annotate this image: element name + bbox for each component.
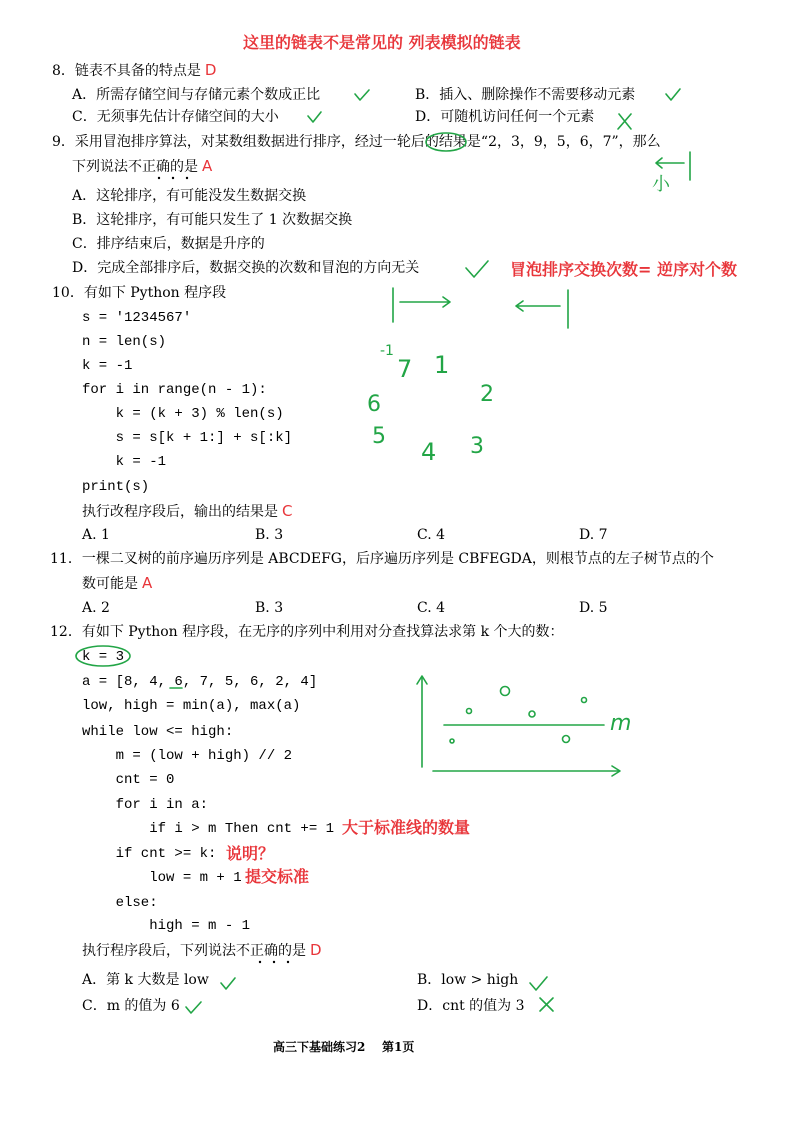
q10-after-text: 执行改程序段后，输出的结果是 xyxy=(82,504,278,520)
q8-option-d: D．可随机访问任何一个元素 xyxy=(415,109,595,125)
q10-hand-digit: 2 xyxy=(480,382,494,407)
q11-stem-line1: 11．一棵二叉树的前序遍历序列是 ABCDEFG，后序遍历序列是 CBFEGDA，则根节点的左子树节点的个 xyxy=(50,551,714,567)
q10-option-d: D. 7 xyxy=(579,527,608,543)
q9-option-c: C．排序结束后，数据是升序的 xyxy=(72,236,265,252)
page-title-annotation: 这里的链表不是常见的 列表模拟的链表 xyxy=(243,33,521,52)
q12-code-line-12: high = m - 1 xyxy=(82,918,251,934)
q10-hand-digit: 6 xyxy=(367,392,381,417)
q10-answer: C xyxy=(282,502,293,520)
q10-code-line-3: k = -1 xyxy=(82,358,133,374)
q12-option-b: B．low > high xyxy=(417,972,519,988)
q10-hand-digit: 4 xyxy=(421,438,437,466)
q12-code-line-2: a = [8, 4, 6, 7, 5, 6, 2, 4] xyxy=(82,674,318,690)
q12-code-line-4: while low <= high: xyxy=(82,724,234,740)
q10-code-line-2: n = len(s) xyxy=(82,334,167,350)
q8-option-c: C．无须事先估计存储空间的大小 xyxy=(72,109,279,125)
q12-note-explain: 说明？ xyxy=(226,844,275,863)
q9-bubble-note: 冒泡排序交换次数= 逆序对个数 xyxy=(510,260,737,279)
q10-hand-digit: 3 xyxy=(470,434,484,459)
q10-hand-digit: 5 xyxy=(372,424,386,449)
q8-option-b: B．插入、删除操作不需要移动元素 xyxy=(415,87,636,103)
q12-code-line-9: if cnt >= k: xyxy=(82,846,217,862)
page-footer: 高三下基础练习2 第1页 xyxy=(273,1040,415,1054)
q9-stem-line2-text: 下列说法不正确的是 xyxy=(72,159,198,175)
q10-hand-digit: 1 xyxy=(434,351,450,379)
q12-note-submit: 提交标准 xyxy=(245,867,310,886)
q12-code-line-6: cnt = 0 xyxy=(82,772,175,788)
q12-option-a: A．第 k 大数是 low xyxy=(82,972,209,988)
q10-code-line-1: s = '1234567' xyxy=(82,310,192,326)
q12-code-line-3: low, high = min(a), max(a) xyxy=(82,698,301,714)
q10-hand-digit: -1 xyxy=(380,343,394,359)
q10-code-line-6: s = s[k + 1:] + s[:k] xyxy=(82,430,293,446)
q10-option-a: A. 1 xyxy=(82,527,110,543)
q8-option-a: A．所需存储空间与存储元素个数成正比 xyxy=(72,87,321,103)
q10-code-line-5: k = (k + 3) % len(s) xyxy=(82,406,284,422)
q11-option-d: D. 5 xyxy=(579,600,608,616)
q12-code-line-8: if i > m Then cnt += 1 xyxy=(82,821,335,837)
q9-option-b: B．这轮排序，有可能只发生了 1 次数据交换 xyxy=(72,212,353,228)
q12-stem: 12．有如下 Python 程序段，在无序的序列中利用对分查找算法求第 k 个大的数： xyxy=(50,624,564,640)
q10-stem: 10．有如下 Python 程序段 xyxy=(52,285,227,301)
q12-code-line-7: for i in a: xyxy=(82,797,209,813)
q12-hand-label-m: m xyxy=(610,711,632,736)
q8-answer: D xyxy=(204,61,217,79)
q9-answer: A xyxy=(202,157,213,175)
q12-after-text: 执行程序段后，下列说法不正确的是 xyxy=(82,943,306,959)
q12-code-line-10: low = m + 1 xyxy=(82,870,242,886)
q11-option-b: B. 3 xyxy=(255,600,284,616)
q9-option-d: D．完成全部排序后，数据交换的次数和冒泡的方向无关 xyxy=(72,260,420,276)
q10-code-line-4: for i in range(n - 1): xyxy=(82,382,267,398)
q10-option-b: B. 3 xyxy=(255,527,284,543)
q10-option-c: C. 4 xyxy=(417,527,446,543)
q9-hand-small: 小 xyxy=(652,174,670,195)
q12-option-c: C．m 的值为 6 xyxy=(82,998,180,1014)
q11-answer: A xyxy=(142,574,153,592)
q12-code-line-5: m = (low + high) // 2 xyxy=(82,748,293,764)
q9-option-a: A．这轮排序，有可能没发生数据交换 xyxy=(72,188,307,204)
q10-code-line-8: print(s) xyxy=(82,479,150,495)
q12-code-line-11: else: xyxy=(82,895,158,911)
q10-hand-digit: 7 xyxy=(397,355,413,383)
q12-note-cnt: 大于标准线的数量 xyxy=(342,818,471,837)
q8-stem-text: 8．链表不具备的特点是 xyxy=(52,63,201,79)
q11-option-a: A. 2 xyxy=(82,600,110,616)
q11-option-c: C. 4 xyxy=(417,600,446,616)
q12-code-line-1: k = 3 xyxy=(82,649,125,665)
q12-option-d: D．cnt 的值为 3 xyxy=(417,998,525,1014)
q11-stem-line2-text: 数可能是 xyxy=(82,576,138,592)
q12-answer: D xyxy=(310,941,322,959)
q9-stem-line1: 9．采用冒泡排序算法，对某数组数据进行排序，经过一轮后的结果是“2，3，9，5，6，7”，那么 xyxy=(52,134,661,150)
q10-code-line-7: k = -1 xyxy=(82,454,167,470)
